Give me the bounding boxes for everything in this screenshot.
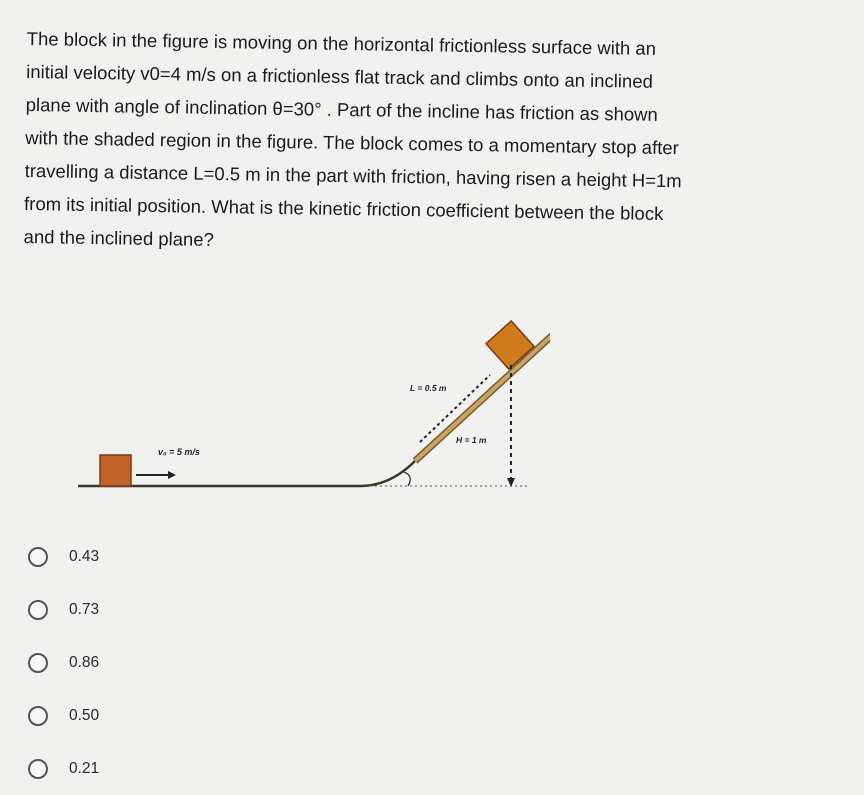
velocity-arrowhead [168, 471, 176, 479]
height-label: H = 1 m [456, 435, 487, 445]
question-line: plane with angle of inclination θ=30° . Part of the incline has friction as shown [25, 93, 658, 125]
question-line: with the shaded region in the figure. The block comes to a momentary stop after [25, 126, 679, 159]
answer-option[interactable] [28, 636, 99, 689]
option-label: 0.43 [69, 547, 100, 565]
question-line: The block in the figure is moving on the horizontal frictionless surface with an [26, 27, 657, 59]
radio-button[interactable] [28, 759, 48, 779]
velocity-label: v₀ = 5 m/s [158, 447, 200, 457]
block-start [100, 455, 131, 486]
answer-option[interactable] [28, 583, 99, 636]
answer-options [28, 530, 99, 795]
answer-option[interactable] [28, 689, 99, 742]
answer-option[interactable] [28, 742, 99, 795]
option-label: 0.73 [69, 600, 100, 618]
radio-button[interactable] [28, 706, 48, 726]
option-label: 0.50 [69, 706, 100, 724]
question-line: from its initial position. What is the kinetic friction coefficient between the block [23, 192, 664, 225]
height-arrowhead [507, 478, 515, 487]
question-line: initial velocity v0=4 m/s on a frictionless flat track and climbs onto an inclined [26, 60, 654, 92]
question-line: travelling a distance L=0.5 m in the part with friction, having risen a height H=1m [24, 159, 682, 192]
option-label: 0.21 [69, 759, 100, 777]
angle-arc [404, 472, 410, 486]
physics-figure [70, 315, 550, 505]
distance-label: L = 0.5 m [410, 383, 447, 393]
radio-button[interactable] [28, 600, 48, 620]
question-text [23, 22, 827, 266]
question-line: and the inclined plane? [23, 225, 215, 250]
radio-button[interactable] [28, 547, 48, 567]
answer-option[interactable] [28, 530, 99, 583]
radio-button[interactable] [28, 653, 48, 673]
option-label: 0.86 [69, 653, 100, 671]
